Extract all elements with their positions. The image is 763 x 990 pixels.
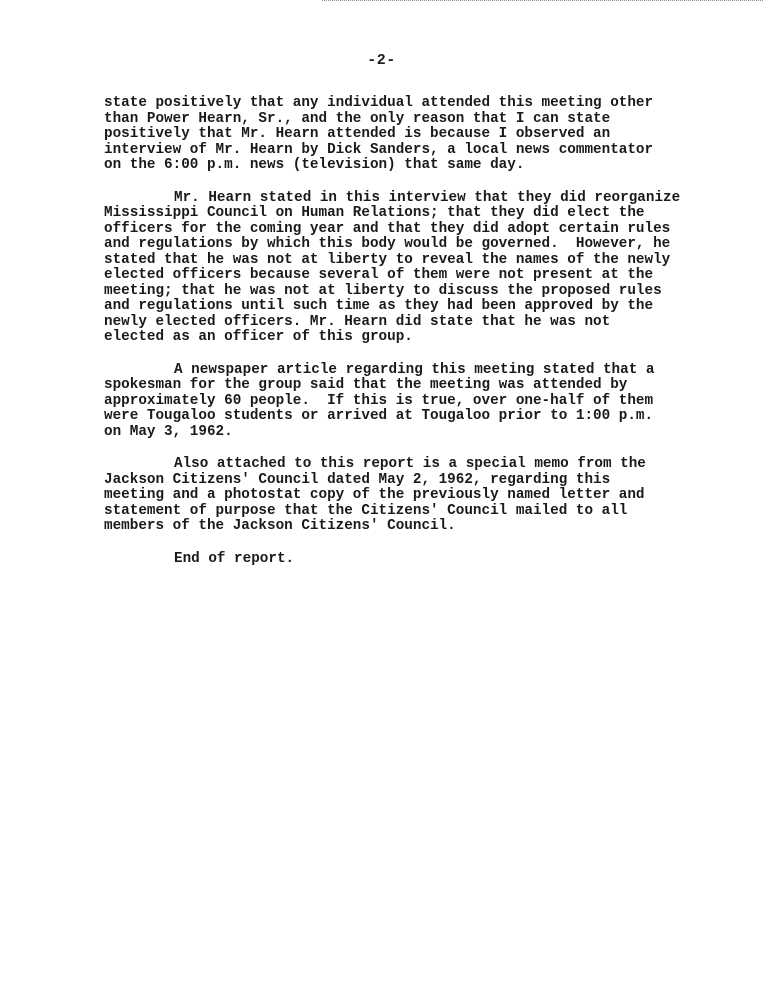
text-line: End of report. <box>174 550 295 567</box>
text-line: Jackson Citizens' Council dated May 2, 1962, regarding this <box>104 471 611 488</box>
text-line: approximately 60 people. If this is true, over one-half of them <box>104 392 654 409</box>
text-line: Mississippi Council on Human Relations; that they did elect the <box>104 205 645 221</box>
text-line: interview of Mr. Hearn by Dick Sanders, a local news commentator <box>104 141 654 158</box>
page-top-edge <box>322 0 763 1</box>
text-line: newly elected officers. Mr. Hearn did state that he was not <box>104 313 611 330</box>
page-number: -2- <box>367 52 396 69</box>
text-line: and regulations by which this body would be governed. However, he <box>104 236 671 252</box>
text-line: stated that he was not at liberty to reveal the names of the newly <box>104 251 671 268</box>
text-line: and regulations until such time as they had been approved by the <box>104 298 654 314</box>
text-line: members of the Jackson Citizens' Council. <box>104 518 456 534</box>
text-line: Also attached to this report is a special memo from the <box>174 456 646 472</box>
text-line: positively that Mr. Hearn attended is because I observed an <box>104 126 611 142</box>
text-line: A newspaper article regarding this meeting stated that a <box>174 361 655 378</box>
paragraph-newspaper <box>104 363 714 441</box>
text-line: spokesman for the group said that the meeting was attended by <box>104 377 628 393</box>
text-line: statement of purpose that the Citizens' Council mailed to all <box>104 502 628 519</box>
text-line: state positively that any individual attended this meeting other <box>104 95 654 111</box>
text-line: meeting; that he was not at liberty to discuss the proposed rules <box>104 282 662 299</box>
text-line: than Power Hearn, Sr., and the only reason that I can state <box>104 110 611 127</box>
paragraph-interview <box>104 191 714 346</box>
text-line: officers for the coming year and that they did adopt certain rules <box>104 220 671 237</box>
paragraph-end <box>104 552 714 568</box>
document-body <box>104 96 714 584</box>
text-line: elected as an officer of this group. <box>104 329 413 345</box>
paragraph-attachments <box>104 457 714 535</box>
text-line: on the 6:00 p.m. news (television) that same day. <box>104 157 525 173</box>
text-line: elected officers because several of them were not present at the <box>104 267 654 283</box>
text-line: on May 3, 1962. <box>104 423 233 440</box>
paragraph-continuation <box>104 96 714 174</box>
text-line: were Tougaloo students or arrived at Tougaloo prior to 1:00 p.m. <box>104 408 654 424</box>
text-line: meeting and a photostat copy of the previously named letter and <box>104 487 645 503</box>
text-line: Mr. Hearn stated in this interview that they did reorganize <box>174 189 681 206</box>
